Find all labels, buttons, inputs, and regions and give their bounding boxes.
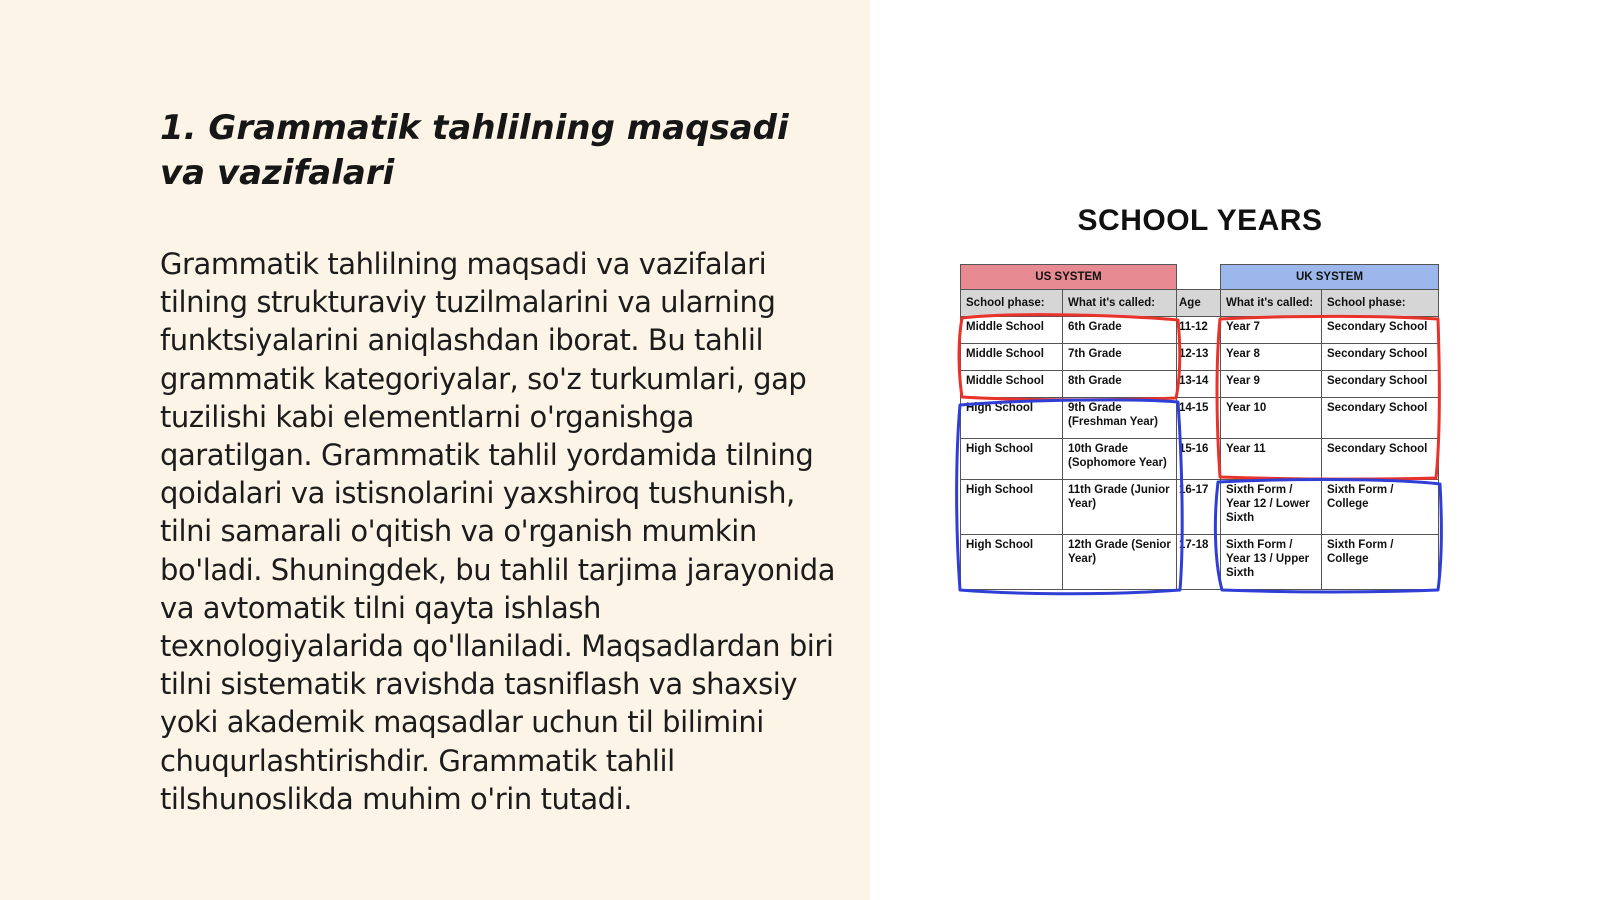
slide-title: 1. Grammatik tahlilning maqsadi va vazifalari bbox=[160, 108, 789, 193]
cell-age: 11-12 bbox=[1177, 317, 1221, 344]
table-row bbox=[961, 480, 1439, 535]
header-uk-called: What it's called: bbox=[1221, 290, 1322, 317]
cell-age: 16-17 bbox=[1177, 480, 1221, 535]
table-row bbox=[961, 398, 1439, 439]
uk-system-label: UK SYSTEM bbox=[1221, 265, 1439, 290]
slide-body-text: Grammatik tahlilning maqsadi va vazifalari tilning strukturaviy tuzilmalarini va ularning funktsiyalarini aniqlashdan iborat. Bu tahlil grammatik kategoriyalar, so'z turkumlari, gap tuzilishi kabi elementlarni o'rganishga qaratilgan. Grammatik tahlil yordamida tilning qoidalari va istisnolarini yaxshiroq tushunish, tilni samarali o'qitish va o'rganish mumkin bo'ladi. Shuningdek, bu tahlil tarjima jarayonida va avtomatik tilni qayta ishlash texnologiyalarida qo'llaniladi. Maqsadlardan biri tilni sistematik ravishda tasniflash va shaxsiy yoki akademik maqsadlar uchun til bilimini chuqurlashtirishdir. Grammatik tahlil tilshunoslikda muhim o'rin tutadi. bbox=[160, 247, 836, 816]
cell-uk-phase: Secondary School bbox=[1322, 371, 1439, 398]
cell-uk-called: Sixth Form / Year 13 / Upper Sixth bbox=[1221, 535, 1322, 590]
table-row bbox=[961, 317, 1439, 344]
system-header-row bbox=[961, 265, 1439, 290]
cell-age: 12-13 bbox=[1177, 344, 1221, 371]
cell-us-called: 9th Grade (Freshman Year) bbox=[1063, 398, 1177, 439]
cell-uk-called: Sixth Form / Year 12 / Lower Sixth bbox=[1221, 480, 1322, 535]
cell-age: 13-14 bbox=[1177, 371, 1221, 398]
cell-uk-phase: Sixth Form / College bbox=[1322, 535, 1439, 590]
header-us-phase: School phase: bbox=[961, 290, 1063, 317]
cell-us-phase: Middle School bbox=[961, 317, 1063, 344]
blank-cell bbox=[1177, 265, 1221, 290]
cell-age: 15-16 bbox=[1177, 439, 1221, 480]
table-row bbox=[961, 535, 1439, 590]
cell-uk-phase: Sixth Form / College bbox=[1322, 480, 1439, 535]
header-us-called: What it's called: bbox=[1063, 290, 1177, 317]
cell-us-phase: High School bbox=[961, 439, 1063, 480]
cell-uk-called: Year 11 bbox=[1221, 439, 1322, 480]
cell-age: 14-15 bbox=[1177, 398, 1221, 439]
figure-title: SCHOOL YEARS bbox=[1077, 204, 1323, 237]
table-row bbox=[961, 344, 1439, 371]
cell-us-called: 10th Grade (Sophomore Year) bbox=[1063, 439, 1177, 480]
cell-uk-called: Year 9 bbox=[1221, 371, 1322, 398]
header-uk-phase: School phase: bbox=[1322, 290, 1439, 317]
column-header-row bbox=[961, 290, 1439, 317]
table-row bbox=[961, 371, 1439, 398]
cell-us-phase: High School bbox=[961, 398, 1063, 439]
cell-uk-called: Year 8 bbox=[1221, 344, 1322, 371]
cell-us-phase: Middle School bbox=[961, 371, 1063, 398]
cell-age: 17-18 bbox=[1177, 535, 1221, 590]
school-years-table bbox=[960, 264, 1439, 590]
cell-uk-phase: Secondary School bbox=[1322, 344, 1439, 371]
cell-uk-phase: Secondary School bbox=[1322, 439, 1439, 480]
cell-us-called: 8th Grade bbox=[1063, 371, 1177, 398]
cell-us-phase: Middle School bbox=[961, 344, 1063, 371]
cell-us-called: 6th Grade bbox=[1063, 317, 1177, 344]
cell-uk-phase: Secondary School bbox=[1322, 317, 1439, 344]
cell-us-called: 12th Grade (Senior Year) bbox=[1063, 535, 1177, 590]
header-age: Age bbox=[1177, 290, 1221, 317]
cell-us-called: 11th Grade (Junior Year) bbox=[1063, 480, 1177, 535]
us-system-label: US SYSTEM bbox=[961, 265, 1177, 290]
cell-uk-called: Year 10 bbox=[1221, 398, 1322, 439]
table-row bbox=[961, 439, 1439, 480]
cell-us-phase: High School bbox=[961, 480, 1063, 535]
cell-us-phase: High School bbox=[961, 535, 1063, 590]
cell-uk-called: Year 7 bbox=[1221, 317, 1322, 344]
cell-uk-phase: Secondary School bbox=[1322, 398, 1439, 439]
cell-us-called: 7th Grade bbox=[1063, 344, 1177, 371]
